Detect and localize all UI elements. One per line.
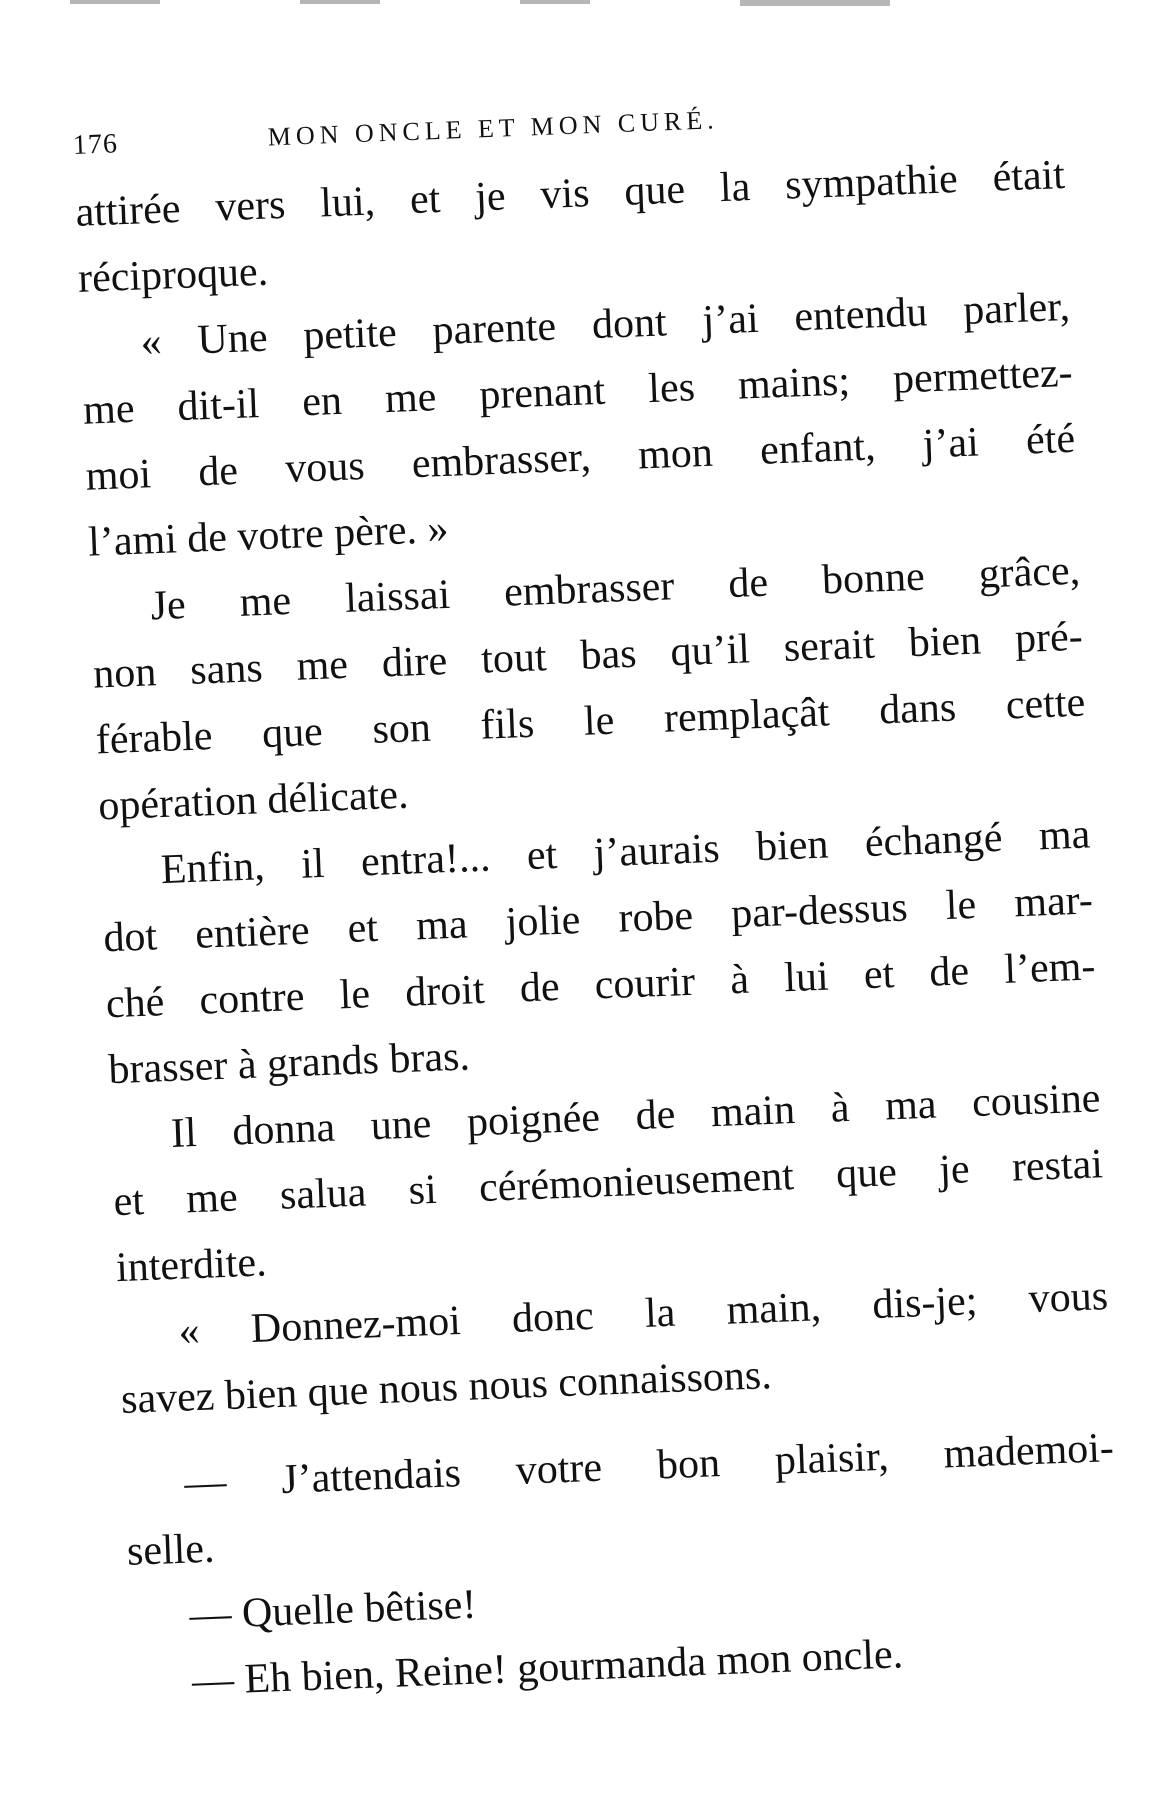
text-line: brasser à grands bras.	[107, 1033, 471, 1094]
text-line: « Donnez-moi donc la main, dis-je; vous	[177, 1273, 1109, 1355]
text-line: — Quelle bêtise!	[188, 1581, 478, 1639]
text-line: et me salua si cérémonieusement que je restai	[112, 1141, 1104, 1226]
scan-edge-mark	[300, 0, 380, 4]
text-line: réciproque.	[77, 248, 269, 302]
page-text	[72, 82, 1123, 1717]
text-line: attirée vers lui, et je vis que la sympathie était	[74, 151, 1066, 236]
text-line: l’ami de votre père. »	[87, 505, 450, 566]
page-number: 176	[72, 128, 119, 161]
text-line: Enfin, il entra!... et j’aurais bien échangé ma	[159, 811, 1092, 894]
text-line: Il donna une poignée de main à ma cousine	[170, 1075, 1102, 1157]
text-line: férable que son fils le remplaçât dans cette	[94, 679, 1086, 764]
running-title: MON ONCLE ET MON CURÉ.	[267, 105, 720, 152]
text-line: interdite.	[115, 1239, 268, 1292]
text-line: Je me laissai embrasser de bonne grâce,	[149, 547, 1081, 630]
scan-edge-mark	[740, 0, 890, 6]
text-line: opération délicate.	[97, 771, 410, 830]
text-line: me dit-il en me prenant les mains; permettez-	[82, 349, 1074, 434]
scan-edge-mark	[520, 0, 590, 4]
text-line: — J’attendais votre bon plaisir, mademoi-	[183, 1425, 1115, 1507]
text-line: dot entière et ma jolie robe par-dessus le mar-	[102, 877, 1094, 962]
text-line: — Eh bien, Reine! gourmanda mon oncle.	[191, 1631, 904, 1705]
text-line: « Une petite parente dont j’ai entendu parler,	[139, 283, 1071, 366]
text-line: ché contre le droit de courir à lui et de l’em-	[105, 943, 1097, 1028]
text-line: selle.	[126, 1525, 216, 1575]
scan-edge-marks	[0, 0, 1170, 14]
text-line: moi de vous embrasser, mon enfant, j’ai été	[84, 415, 1076, 500]
text-line: savez bien que nous nous connaissons.	[120, 1352, 773, 1424]
text-line: non sans me dire tout bas qu’il serait bien pré-	[92, 613, 1084, 698]
scan-edge-mark	[70, 0, 160, 4]
